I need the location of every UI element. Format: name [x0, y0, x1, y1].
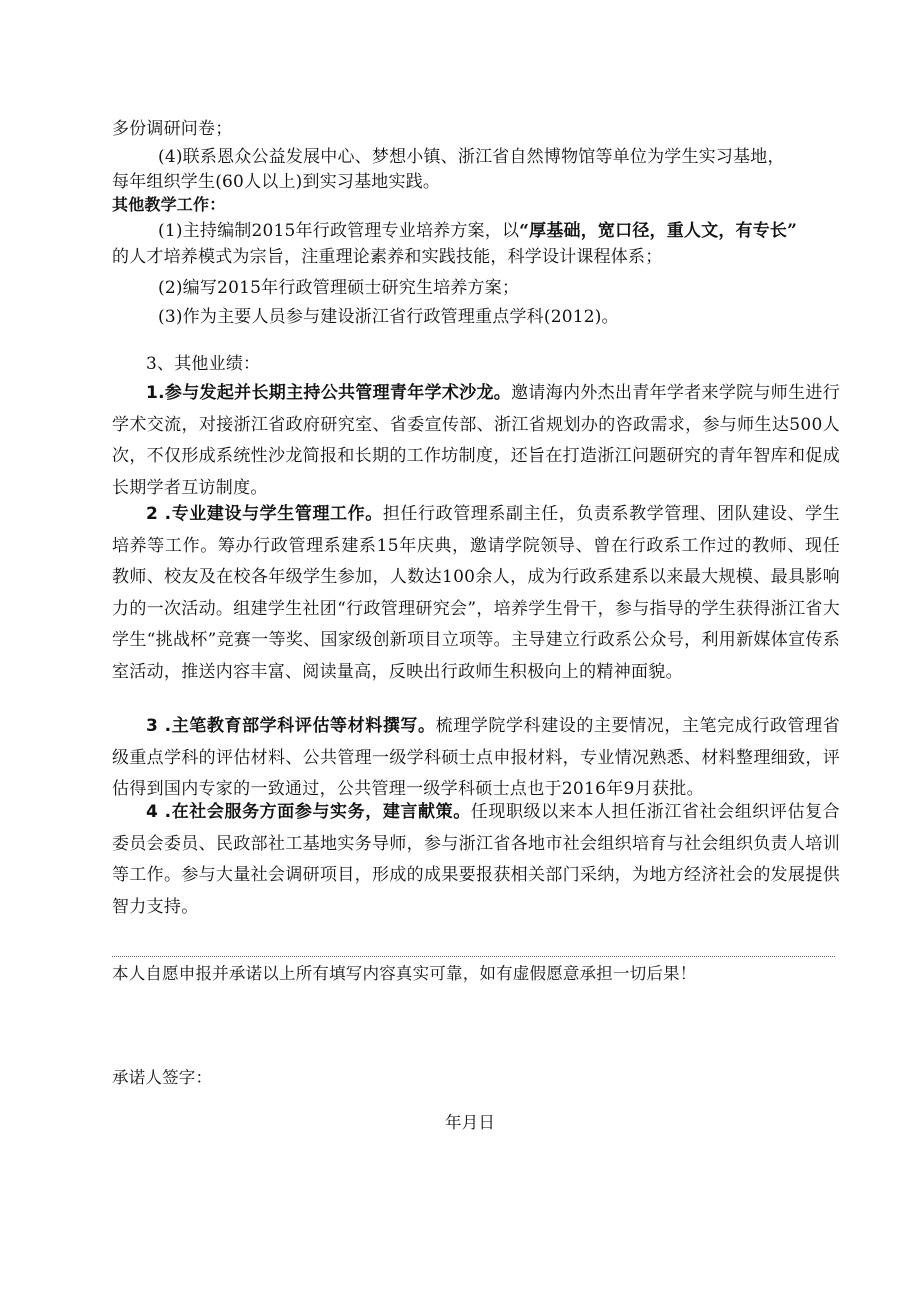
achievement-paragraph	[112, 499, 840, 688]
achievement-lead: 1.参与发起并长期主持公共管理青年学术沙龙。	[146, 383, 512, 403]
achievement-body: 任现职级以来本人担任浙江省社会组织评估复合委员会委员、民政部社工基地实务导师，参与浙江省各地市社会组织培育与社会组织负责人培训等工作。参与大量社会调研项目，形成的成果要报获相关部门采纳，为地方经济社会的发展提供智力支持。	[112, 802, 840, 917]
achievement-paragraph	[112, 797, 840, 923]
graduate-plan-item: (2)编写2015年行政管理硕士研究生培养方案；	[158, 278, 520, 298]
training-plan-text: (1)主持编制2015年行政管理专业培养方案，以	[158, 221, 520, 241]
other-teaching-heading: 其他教学工作：	[112, 195, 226, 214]
achievement-body: 梳理学院学科建设的主要情况，主笔完成行政管理省级重点学科的评估材料、公共管理一级学科硕士点申报材料，专业情况熟悉、材料整理细致，评估得到国内专家的一致通过，公共管理一级学科硕士点也于2016年9月获批。	[112, 716, 841, 799]
achievement-lead: 4 .在社会服务方面参与实务，建言献策。	[146, 802, 471, 822]
achievement-paragraph	[112, 378, 840, 504]
other-achievements-heading: 3、其他业绩：	[146, 354, 261, 374]
internship-item: (4)联系恩众公益发展中心、梦想小镇、浙江省自然博物馆等单位为学生实习基地，	[158, 147, 785, 167]
survey-line: 多份调研问卷；	[112, 119, 233, 139]
internship-item-cont: 每年组织学生(60人以上)到实习基地实践。	[112, 172, 441, 192]
signature-label: 承诺人签字：	[112, 1068, 213, 1087]
achievement-lead: 3 .主笔教育部学科评估等材料撰写。	[146, 716, 436, 736]
section-divider	[112, 956, 835, 957]
date-label: 年月日	[445, 1113, 496, 1132]
achievement-body: 担任行政管理系副主任，负责系教学管理、团队建设、学生培养等工作。筹办行政管理系建系15年庆典，邀请学院领导、曾在行政系工作过的教师、现任教师、校友及在校各年级学生参加，人数达100余人，成为行政系建系以来最大规模、最具影响力的一次活动。组建学生社团“行政管理研究会”，培养学生骨干，参与指导的学生获得浙江省大学生“挑战杯”竞赛一等奖、国家级创新项目立项等。主导建立行政系公众号，利用新媒体宣传系室活动，推送内容丰富、阅读量高，反映出行政师生积极向上的精神面貌。	[112, 504, 840, 682]
achievement-lead: 2 .专业建设与学生管理工作。	[146, 504, 383, 524]
achievement-body: 邀请海内外杰出青年学者来学院与师生进行学术交流，对接浙江省政府研究室、省委宣传部、浙江省规划办的咨政需求，参与师生达500人次，不仅形成系统性沙龙简报和长期的工作坊制度，还旨在打造浙江问题研究的青年智库和促成长期学者互访制度。	[112, 383, 840, 498]
key-discipline-item: (3)作为主要人员参与建设浙江省行政管理重点学科(2012)。	[158, 307, 619, 327]
training-plan-cont: 的人才培养模式为宗旨，注重理论素养和实践技能，科学设计课程体系；	[112, 247, 663, 267]
training-plan-motto: “厚基础，宽口径，重人文，有专长”	[519, 221, 798, 241]
achievement-paragraph	[112, 711, 840, 806]
training-plan-item	[158, 219, 797, 243]
pledge-statement: 本人自愿申报并承诺以上所有填写内容真实可靠，如有虚假愿意承担一切后果！	[112, 964, 697, 983]
